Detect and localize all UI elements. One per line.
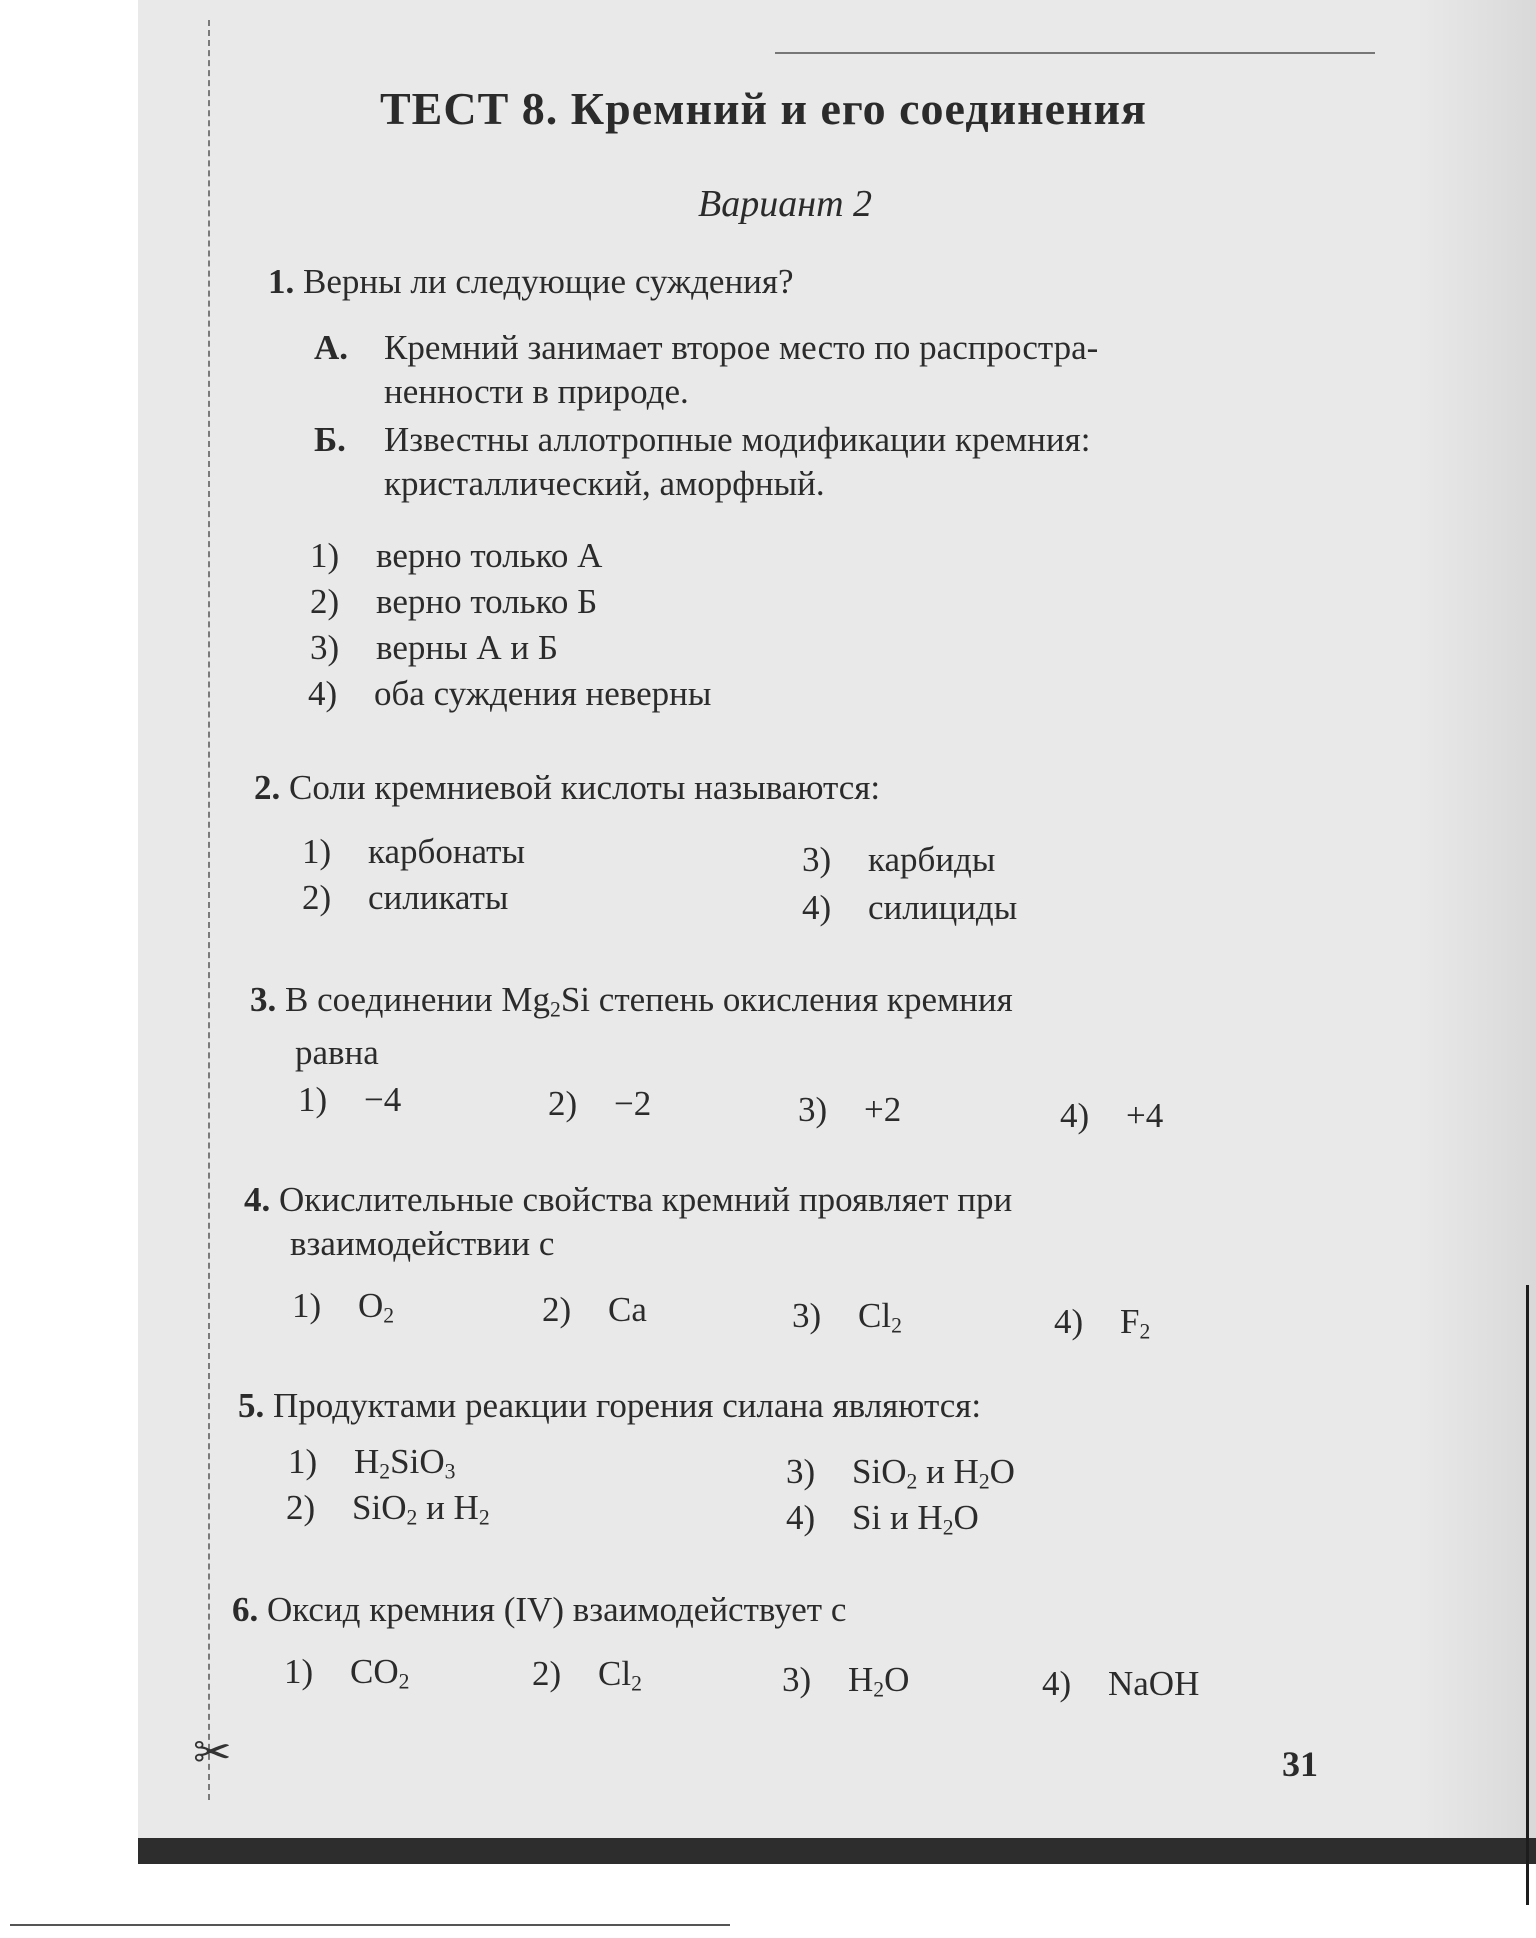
option-number: 2): [542, 1290, 572, 1329]
option-number: 1): [298, 1080, 328, 1119]
question-number: 4.: [244, 1180, 271, 1219]
subscript: 2: [379, 1459, 391, 1484]
formula-part: Si и H: [852, 1498, 943, 1537]
option-text: −2: [614, 1084, 652, 1123]
option-number: 4): [802, 888, 832, 927]
question-text: В соединении Mg: [285, 980, 550, 1019]
option-number: 1): [284, 1652, 314, 1691]
option-number: 3): [798, 1090, 828, 1129]
answer-option[interactable]: [532, 1654, 642, 1696]
option-text: Cl: [858, 1296, 892, 1335]
answer-option[interactable]: [292, 1286, 394, 1328]
question-text: Продуктами реакции горения силана являются:: [273, 1386, 982, 1425]
question-text: Оксид кремния (IV) взаимодействует с: [267, 1590, 847, 1629]
answer-option[interactable]: [302, 878, 508, 918]
answer-option[interactable]: [548, 1084, 651, 1124]
question-number: 3.: [250, 980, 277, 1019]
option-text: оба суждения неверны: [374, 674, 712, 713]
option-text: верно только А: [376, 536, 603, 575]
answer-option[interactable]: [802, 840, 995, 880]
option-number: 3): [310, 628, 340, 667]
option-number: 4): [1054, 1302, 1084, 1341]
statement-label: А.: [314, 328, 349, 367]
subscript: 2: [383, 1303, 395, 1328]
statement-b: [314, 418, 1090, 506]
answer-option[interactable]: [786, 1498, 979, 1540]
answer-option[interactable]: [798, 1090, 901, 1130]
question-number: 1.: [268, 262, 295, 301]
answer-option[interactable]: [288, 1442, 455, 1484]
subscript: 2: [631, 1671, 642, 1696]
question-2: [254, 766, 880, 810]
scan-right-edge: [1526, 1285, 1529, 1905]
option-number: 2): [286, 1488, 316, 1527]
formula-part: SiO: [390, 1442, 445, 1481]
option-number: 1): [310, 536, 340, 575]
statement-text-cont: кристаллический, аморфный.: [384, 464, 825, 503]
formula-part: O: [953, 1498, 979, 1537]
formula-part: SiO: [352, 1488, 407, 1527]
subscript: 2: [873, 1677, 885, 1702]
scissors-icon: ✂: [193, 1725, 232, 1779]
subscript: 2: [478, 1505, 490, 1530]
question-text-cont: Si степень окисления кремния: [560, 980, 1013, 1019]
answer-option[interactable]: [308, 674, 711, 714]
option-number: 2): [310, 582, 340, 621]
question-text: Верны ли следующие суждения?: [303, 262, 794, 301]
answer-option[interactable]: [786, 1452, 1015, 1494]
scan-bottom-edge: [138, 1838, 1536, 1864]
option-number: 4): [308, 674, 338, 713]
option-number: 1): [288, 1442, 318, 1481]
formula-part: CO: [350, 1652, 399, 1691]
page-number: 31: [1282, 1744, 1318, 1784]
option-number: 3): [782, 1660, 812, 1699]
answer-option[interactable]: [1054, 1302, 1150, 1344]
scan-bottom-line: [10, 1924, 730, 1926]
formula-part: и H: [417, 1488, 479, 1527]
answer-option[interactable]: [310, 582, 597, 622]
question-3: [250, 978, 1013, 1075]
question-text-line2: равна: [295, 1033, 379, 1073]
question-text: Соли кремниевой кислоты называются:: [289, 768, 881, 807]
answer-option[interactable]: [542, 1290, 647, 1330]
subscript: 2: [942, 1515, 954, 1540]
subscript: 2: [906, 1469, 918, 1494]
subscript: 3: [444, 1459, 456, 1484]
answer-option[interactable]: [1060, 1096, 1163, 1136]
option-number: 1): [292, 1286, 322, 1325]
question-text: Окислительные свойства кремний проявляет при: [279, 1180, 1013, 1219]
option-text: карбонаты: [368, 832, 525, 871]
option-number: 2): [548, 1084, 578, 1123]
option-text: верно только Б: [376, 582, 598, 621]
question-4: [244, 1178, 1012, 1266]
answer-option[interactable]: [792, 1296, 902, 1338]
option-text: O: [358, 1286, 384, 1325]
question-1: [268, 260, 794, 304]
answer-option[interactable]: [310, 628, 558, 668]
option-number: 2): [532, 1654, 562, 1693]
subscript: 2: [891, 1313, 902, 1338]
answer-option[interactable]: [298, 1080, 401, 1120]
subscript: 2: [978, 1469, 990, 1494]
option-number: 2): [302, 878, 332, 917]
option-number: 3): [802, 840, 832, 879]
cut-line: [208, 20, 210, 1800]
subscript: 2: [1139, 1319, 1151, 1344]
option-number: 4): [786, 1498, 816, 1537]
formula-part: O: [884, 1660, 910, 1699]
subscript: 2: [398, 1669, 410, 1694]
option-number: 3): [792, 1296, 822, 1335]
option-text: +4: [1126, 1096, 1164, 1135]
formula-part: H: [848, 1660, 874, 1699]
answer-option[interactable]: [1042, 1664, 1199, 1704]
statement-text: Кремний занимает второе место по распростра-: [384, 328, 1099, 367]
subscript: 2: [406, 1505, 418, 1530]
answer-option[interactable]: [302, 832, 525, 872]
formula-part: и H: [917, 1452, 979, 1491]
option-text: F: [1120, 1302, 1140, 1341]
question-number: 2.: [254, 768, 281, 807]
option-number: 4): [1042, 1664, 1072, 1703]
question-number: 5.: [238, 1386, 265, 1425]
statement-a: [314, 326, 1098, 414]
formula-part: NaOH: [1108, 1664, 1200, 1703]
formula-part: SiO: [852, 1452, 907, 1491]
subscript: 2: [550, 997, 561, 1022]
question-6: [232, 1588, 846, 1632]
option-text: силициды: [868, 888, 1018, 927]
option-number: 4): [1060, 1096, 1090, 1135]
option-text: силикаты: [368, 878, 509, 917]
question-5: [238, 1384, 981, 1428]
answer-option[interactable]: [284, 1652, 409, 1694]
answer-option[interactable]: [782, 1660, 909, 1702]
page-title: ТЕСТ 8. Кремний и его соединения: [380, 83, 1147, 134]
answer-option[interactable]: [286, 1488, 490, 1530]
answer-option[interactable]: [802, 888, 1017, 928]
option-text: +2: [864, 1090, 902, 1129]
statement-text-cont: ненности в природе.: [384, 372, 689, 411]
option-number: 1): [302, 832, 332, 871]
formula-part: Cl: [598, 1654, 632, 1693]
statement-text: Известны аллотропные модификации кремния:: [384, 420, 1091, 459]
option-text: карбиды: [868, 840, 996, 879]
option-number: 3): [786, 1452, 816, 1491]
option-text: Ca: [608, 1290, 647, 1329]
formula-part: O: [989, 1452, 1015, 1491]
option-text: верны А и Б: [376, 628, 558, 667]
variant-heading: Вариант 2: [698, 183, 873, 225]
question-number: 6.: [232, 1590, 259, 1629]
question-text-line2: взаимодействии с: [290, 1224, 555, 1263]
formula-part: H: [354, 1442, 380, 1481]
answer-option[interactable]: [310, 536, 602, 576]
statement-label: Б.: [314, 420, 346, 459]
header-rule: [775, 52, 1375, 54]
option-text: −4: [364, 1080, 402, 1119]
binding-shadow: [1416, 0, 1536, 1862]
